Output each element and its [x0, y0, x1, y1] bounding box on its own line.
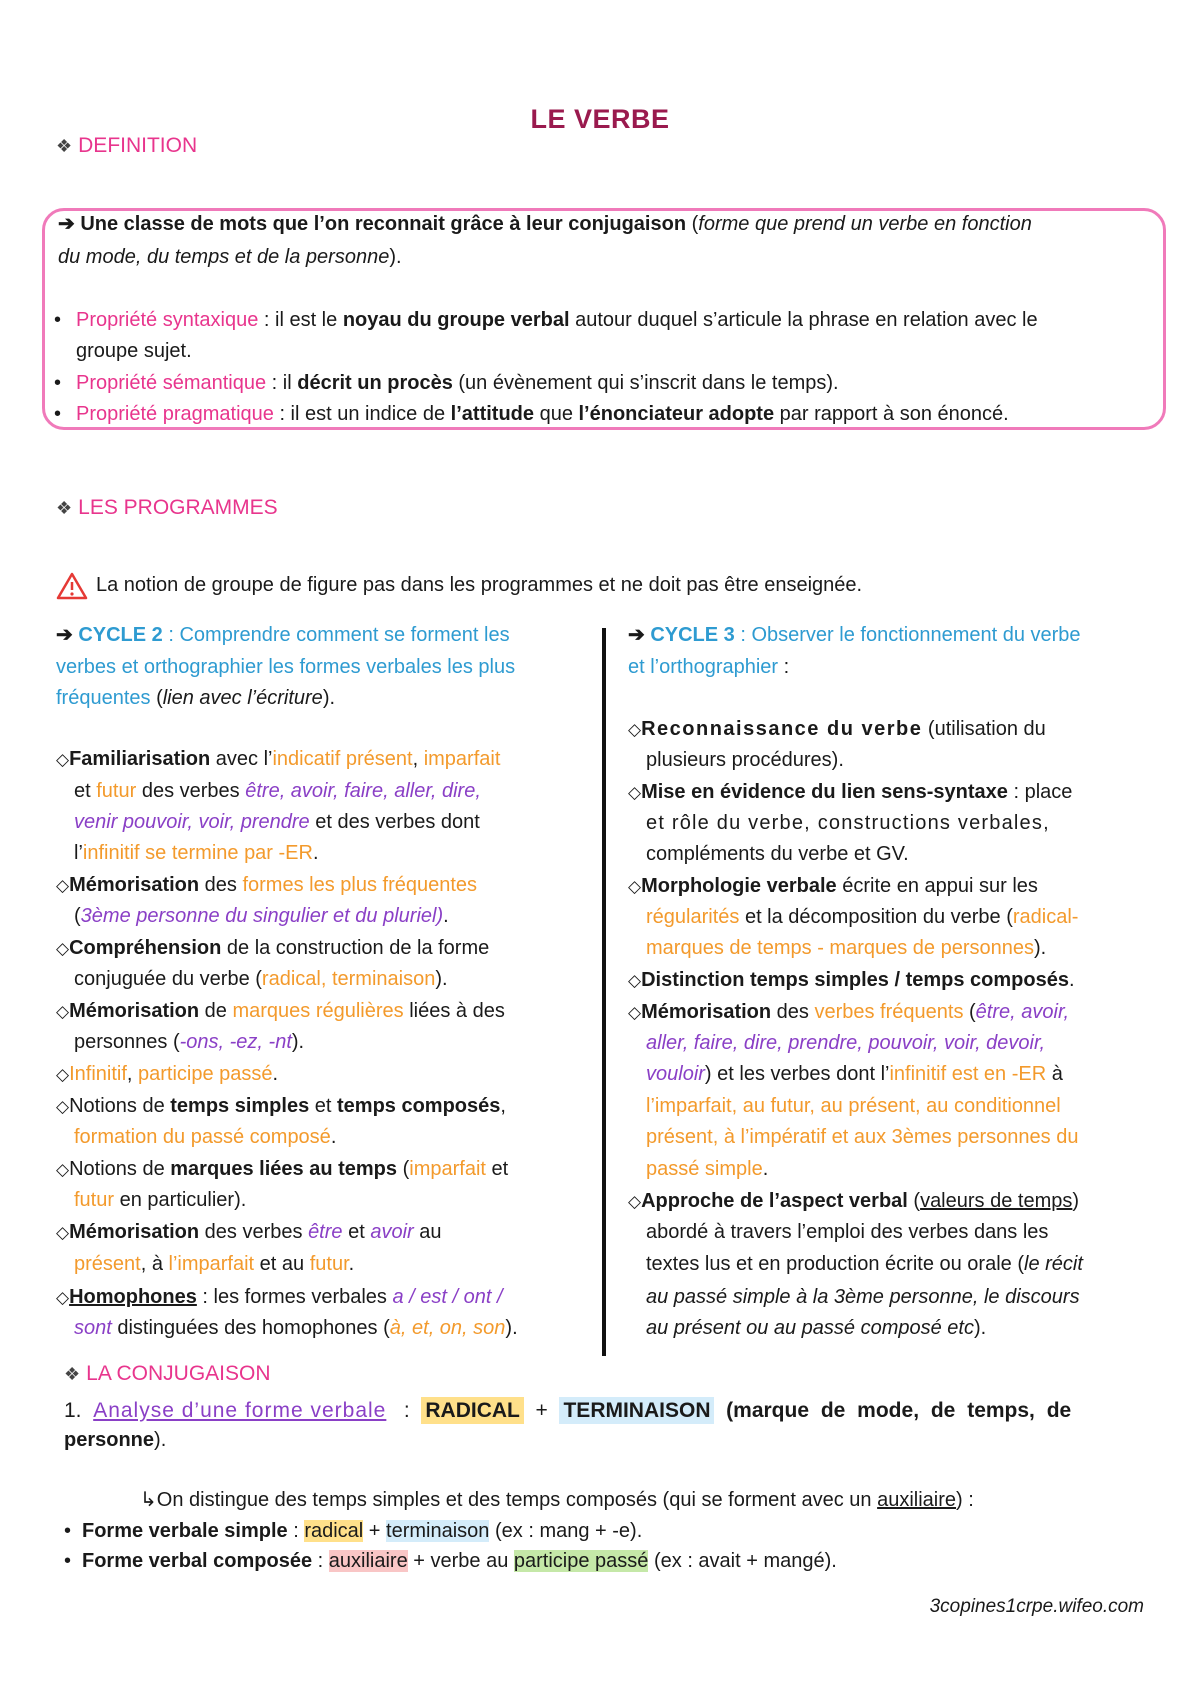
conj-distingue-line: ↳On distingue des temps simples et des temps composés (qui se forment avec un auxiliaire) : — [140, 1489, 974, 1511]
diamond-icon: ❖ — [56, 497, 73, 518]
cycle3-item-reconnaissance: ◇Reconnaissance du verbe (utilisation du — [628, 718, 1046, 740]
cycle2-heading-l3: fréquentes (lien avec l’écriture). — [56, 687, 336, 709]
cycle2-item-memorisation-1: ◇Mémorisation des formes les plus fréquentes — [56, 874, 478, 896]
footer-website: 3copines1crpe.wifeo.com — [929, 1596, 1144, 1617]
section-conjugaison-heading: ❖ LA CONJUGAISON — [64, 1362, 271, 1385]
conj-forme-simple: • Forme verbale simple : radical + terminaison (ex : mang + -e). — [64, 1520, 643, 1542]
property-syntaxique-cont: groupe sujet. — [76, 340, 192, 362]
cycle2-item-infinitif: ◇Infinitif, participe passé. — [56, 1063, 279, 1085]
cycle3-item-morphologie: ◇Morphologie verbale écrite en appui sur les — [628, 875, 1038, 897]
cycle3-item-aspect: ◇Approche de l’aspect verbal (valeurs de temps) — [628, 1190, 1080, 1212]
diamond-icon: ❖ — [56, 135, 73, 156]
diamond-icon: ❖ — [64, 1363, 81, 1384]
cycle2-item-memorisation-2: ◇Mémorisation de marques régulières liées à des — [56, 1000, 505, 1022]
document-page: LE VERBE ❖ DEFINITION ➔ Une classe de mots que l’on reconnait grâce à leur conjugaison (forme que prend un verbe en fonction du mode, du temps et de la personne). • Propriété syntaxique : il est le noyau du groupe verbal autour duquel s’articule la phrase en relation avec le groupe sujet. • Propriété sémantique : il décrit un procès (un évènement qui s’inscrit dans le temps). • Propriété pragmatique : il est un indice de l’attitude que l’énonciateur adopte par rapport à son énoncé. ❖ LES PROGRAMMES La notion de groupe de figure pas dans les programmes et ne doit pas être enseignée. ➔ CYCLE 2 : Comprendre comment se forment les verbes et orthographier les formes verbales les plus fréquentes (lien avec l’écriture). ◇Familiarisation avec l’indicatif présent, imparfait et futur des verbes être, avoir, faire, aller, dire, venir pouvoir, voir, prendre et des verbes dont l’infinitif se termine par -ER. ◇Mémorisation des formes les plus fréquentes (3ème personne du singulier et du pluriel). ◇Compréhension de la construction de la forme conjuguée du verbe (radical, terminaison). ◇Mémorisation de marques régulières liées à des personnes (-ons, -ez, -nt). ◇Infinitif, participe passé. ◇Notions de temps simples et temps composés, formation du passé composé. ◇Notions de marques liées au temps (imparfait et futur en particulier). ◇Mémorisation des verbes être et avoir au présent, à l’imparfait et au futur. ◇Homophones : les formes verbales a / est / ont / sont distinguées des homophones (à, et, on, son). ➔ CYCLE 3 : Observer le fonctionnement du verbe et l’orthographier : ◇Reconnaissance du verbe (utilisation du plusieurs procédures). ◇Mise en évidence du lien sens-syntaxe : place et rôle du verbe, constructions verbales, compléments du verbe et GV. ◇Morphologie verbale écrite en appui sur les régularités et la décomposition du verbe (radical- marques de temps - marques de personnes). ◇Distinction temps simples / temps composés. ◇Mémorisation des verbes fréquents (être, avoir, aller, faire, dire, prendre, pouvoir, voir, devoir, vouloir) et les verbes dont l’infinitif est en -ER à l’imparfait, au futur, au présent, au conditionnel présent, à l’impératif et aux 3èmes personnes du passé simple. ◇Approche de l’aspect verbal (valeurs de temps) abordé à travers l’emploi des verbes dans les textes lus et en production écrite ou orale (le récit au passé simple à la 3ème personne, le discours au présent ou au passé composé etc). ❖ LA CONJUGAISON 1. Analyse d’une forme verbale : RADICAL + TERMINAISON (marque de mode, de temps, de personne). ↳On distingue des temps simples et des temps composés (qui se forment avec un auxiliaire) : • Forme verbale simple : radical + terminaison (ex : mang + -e). • Forme verbal composée : auxiliaire + verbe au participe passé (ex : avait + mangé). 3copines1crpe.wifeo.com — [0, 0, 1200, 1696]
warning-line: La notion de groupe de figure pas dans les programmes et ne doit pas être enseignée. — [56, 570, 862, 600]
property-syntaxique: • Propriété syntaxique : il est le noyau du groupe verbal autour duquel s’articule la phrase en relation avec le — [54, 309, 1038, 331]
section-definition-heading: ❖ DEFINITION — [56, 134, 198, 157]
cycle3-item-memorisation: ◇Mémorisation des verbes fréquents (être, avoir, — [628, 1001, 1070, 1023]
cycle2-item-memorisation-3: ◇Mémorisation des verbes être et avoir au — [56, 1221, 442, 1243]
cycle2-item-comprehension: ◇Compréhension de la construction de la forme — [56, 937, 490, 959]
cycle3-item-sens-syntaxe: ◇Mise en évidence du lien sens-syntaxe : place — [628, 781, 1073, 803]
definition-line-1: ➔ Une classe de mots que l’on reconnait grâce à leur conjugaison (forme que prend un verbe en fonction — [58, 213, 1032, 235]
cycle2-item-familiarisation: ◇Familiarisation avec l’indicatif présent, imparfait — [56, 748, 501, 770]
page-title: LE VERBE — [530, 104, 670, 134]
cycle3-item-distinction: ◇Distinction temps simples / temps composés. — [628, 969, 1075, 991]
section-programmes-heading: ❖ LES PROGRAMMES — [56, 496, 278, 519]
cycle2-item-temps: ◇Notions de temps simples et temps composés, — [56, 1095, 506, 1117]
property-pragmatique: • Propriété pragmatique : il est un indice de l’attitude que l’énonciateur adopte par rapport à son énoncé. — [54, 403, 1009, 425]
cycle3-heading: ➔ CYCLE 3 : Observer le fonctionnement du verbe — [628, 624, 1081, 646]
cycle2-heading: ➔ CYCLE 2 : Comprendre comment se forment les — [56, 624, 510, 646]
cycle2-item-marques: ◇Notions de marques liées au temps (imparfait et — [56, 1158, 509, 1180]
conj-forme-composee: • Forme verbal composée : auxiliaire + verbe au participe passé (ex : avait + mangé). — [64, 1550, 837, 1572]
conj-analyse-line: 1. Analyse d’une forme verbale : RADICAL + TERMINAISON (marque de mode, de temps, de — [64, 1399, 1072, 1422]
return-arrow-icon: ↳ — [140, 1489, 157, 1511]
cycle2-heading-l2: verbes et orthographier les formes verbales les plus — [56, 656, 516, 678]
property-semantique: • Propriété sémantique : il décrit un procès (un évènement qui s’inscrit dans le temps). — [54, 372, 839, 394]
cycle2-item-homophones: ◇Homophones : les formes verbales a / est / ont / — [56, 1286, 503, 1308]
definition-line-2: du mode, du temps et de la personne). — [58, 246, 402, 268]
cycle3-heading-l2: et l’orthographier : — [628, 656, 790, 678]
column-divider — [602, 628, 606, 1356]
warning-icon — [56, 572, 88, 600]
